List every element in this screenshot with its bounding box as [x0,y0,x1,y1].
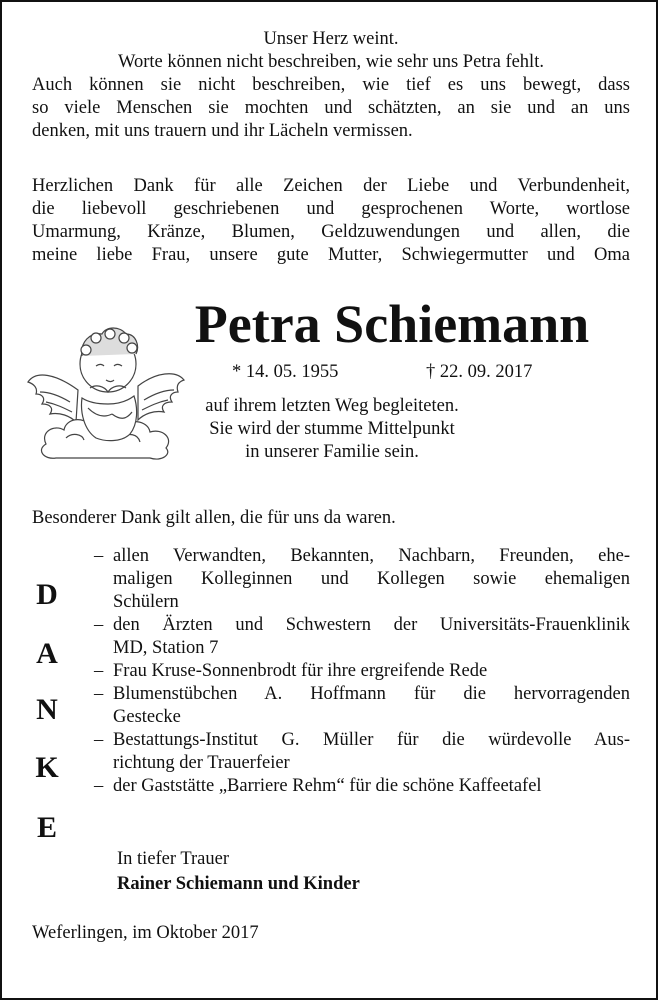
danke-letter: E [36,811,57,844]
thanks-line: die liebevoll geschriebenen und gesprochenen Worte, wortlose [32,199,630,219]
list-item-line: allen Verwandten, Bekannten, Nachbarn, Freunden, ehe- [113,546,630,566]
thanks-line: Umarmung, Kränze, Blumen, Geldzuwendungen und allen, die [32,222,630,242]
list-item-line: der Gaststätte „Barriere Rehm“ für die schöne Kaffeetafel [113,776,542,796]
farewell-line: auf ihrem letzten Weg begleiteten. [205,396,459,416]
place-date: Weferlingen, im Oktober 2017 [32,923,259,943]
dash: – [94,684,104,704]
danke-letter: D [36,578,58,611]
death-date: † 22. 09. 2017 [426,362,533,382]
thanks-line: meine liebe Frau, unsere gute Mutter, Schwiegermutter und Oma [32,245,630,265]
acknowledgement-list [94,545,630,798]
special-thanks: Besonderer Dank gilt allen, die für uns da waren. [32,508,396,528]
farewell-line: Sie wird der stumme Mittelpunkt [209,419,455,439]
list-item [94,660,630,683]
farewell-line: in unserer Familie sein. [245,442,419,462]
list-item-line: maligen Kolleginnen und Kollegen sowie ehemaligen [113,569,630,589]
list-item-line: Frau Kruse-Sonnenbrodt für ihre ergreifende Rede [113,661,488,681]
danke-letter: A [36,637,58,670]
deceased-name: Petra Schiemann [194,294,590,354]
list-item [94,729,630,775]
list-item [94,683,630,729]
dash: – [94,730,104,750]
mourning-phrase: In tiefer Trauer [117,849,229,869]
intro-line: denken, mit uns trauern und ihr Lächeln vermissen. [32,121,413,141]
dash: – [94,661,104,681]
dash: – [94,776,104,796]
dash: – [94,546,104,566]
list-item-line: Schülern [113,592,179,612]
list-item-line: den Ärzten und Schwestern der Universitäts-Frauenklinik [113,615,630,635]
signer-names: Rainer Schiemann und Kinder [117,874,360,894]
list-item-line: Bestattungs-Institut G. Müller für die würdevolle Aus- [113,730,630,750]
intro-line: so viele Menschen sie mochten und schätzten, an sie und an uns [32,98,630,118]
danke-letter: K [35,751,59,784]
list-item [94,775,630,798]
list-item-line: richtung der Trauerfeier [113,753,290,773]
intro-paragraph [32,28,630,143]
intro-line: Worte können nicht beschreiben, wie sehr uns Petra fehlt. [118,52,544,72]
list-item [94,545,630,614]
thanks-paragraph [32,175,630,267]
danke-letter: N [36,693,58,726]
list-item-line: MD, Station 7 [113,638,219,658]
list-item [94,614,630,660]
list-item-line: Blumenstübchen A. Hoffmann für die hervorragenden [113,684,630,704]
intro-line: Auch können sie nicht beschreiben, wie tief es uns bewegt, dass [32,75,630,95]
farewell-text [192,395,472,464]
thanks-line: Herzlichen Dank für alle Zeichen der Liebe und Verbundenheit, [32,176,630,196]
list-item-line: Gestecke [113,707,181,727]
birth-date: * 14. 05. 1955 [232,362,339,382]
dash: – [94,615,104,635]
intro-line: Unser Herz weint. [263,29,399,49]
